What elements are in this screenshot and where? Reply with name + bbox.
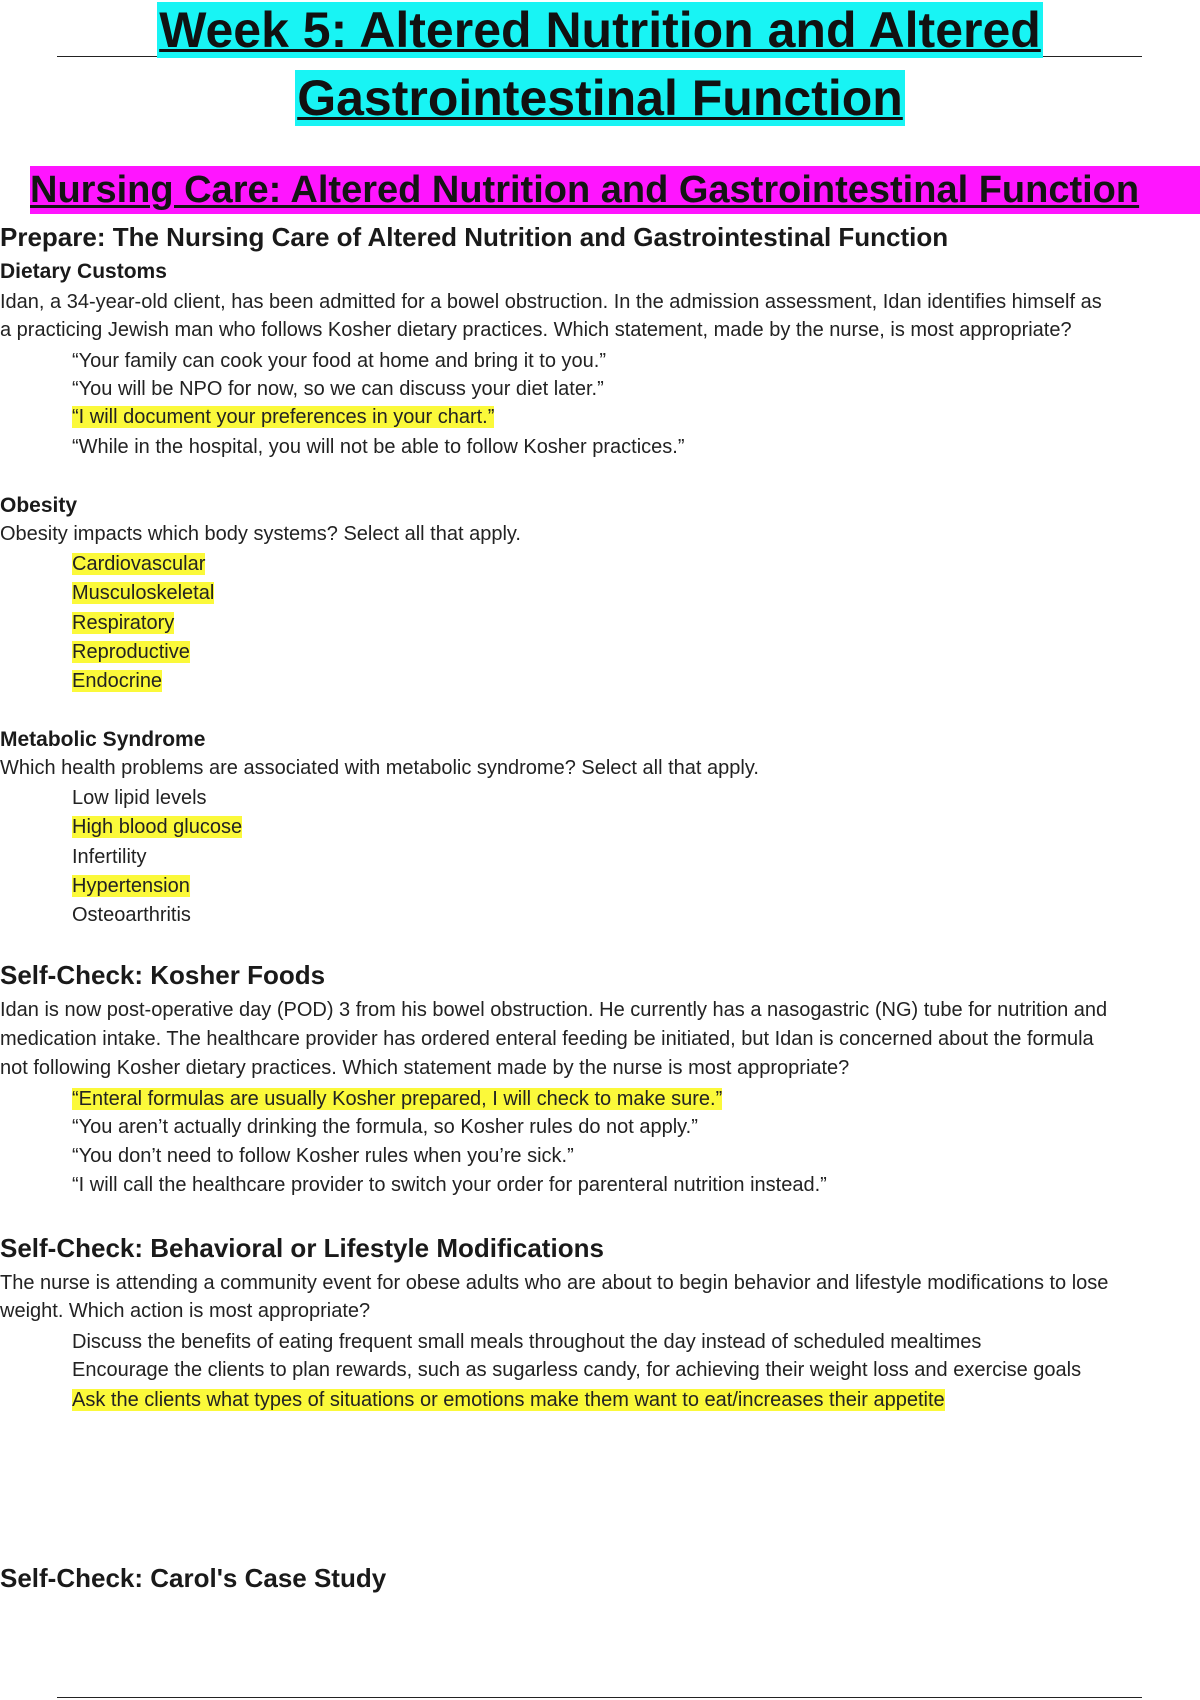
kosher-foods-question-2: medication intake. The healthcare provider has ordered enteral feeding be initiated, but Idan is concerned about the formula xyxy=(0,1028,1094,1050)
lifestyle-heading: Self-Check: Behavioral or Lifestyle Modifications xyxy=(0,1233,604,1263)
obesity-option-3-selected: Respiratory xyxy=(72,612,175,634)
kosher-option-3: “You don’t need to follow Kosher rules when you’re sick.” xyxy=(72,1145,574,1167)
dietary-option-2: “You will be NPO for now, so we can discuss your diet later.” xyxy=(72,378,604,400)
prepare-heading: Prepare: The Nursing Care of Altered Nutrition and Gastrointestinal Function xyxy=(0,222,949,252)
carol-case-study-heading: Self-Check: Carol's Case Study xyxy=(0,1563,387,1593)
title-line-2 xyxy=(0,70,1200,126)
lifestyle-option-3-selected: Ask the clients what types of situations or emotions make them want to eat/increases their appetite xyxy=(72,1389,945,1411)
obesity-option-5-selected: Endocrine xyxy=(72,670,163,692)
metabolic-option-2-selected: High blood glucose xyxy=(72,816,243,838)
kosher-foods-question-3: not following Kosher dietary practices. Which statement made by the nurse is most appropriate? xyxy=(0,1057,850,1079)
bottom-rule xyxy=(57,1697,1142,1698)
metabolic-option-5: Osteoarthritis xyxy=(72,904,191,926)
metabolic-heading: Metabolic Syndrome xyxy=(0,728,206,751)
obesity-option-2-selected: Musculoskeletal xyxy=(72,582,215,604)
dietary-option-1: “Your family can cook your food at home and bring it to you.” xyxy=(72,350,606,372)
kosher-foods-heading: Self-Check: Kosher Foods xyxy=(0,960,326,990)
dietary-customs-heading: Dietary Customs xyxy=(0,260,167,283)
obesity-option-4-selected: Reproductive xyxy=(72,641,190,663)
metabolic-option-3: Infertility xyxy=(72,846,147,868)
lifestyle-option-1: Discuss the benefits of eating frequent small meals throughout the day instead of scheduled mealtimes xyxy=(72,1331,982,1353)
dietary-customs-question-2: a practicing Jewish man who follows Kosher dietary practices. Which statement, made by the nurse, is most appropriate? xyxy=(0,319,1072,341)
kosher-option-4: “I will call the healthcare provider to switch your order for parenteral nutrition instead.” xyxy=(72,1174,827,1196)
metabolic-question: Which health problems are associated with metabolic syndrome? Select all that apply. xyxy=(0,757,759,779)
title-text-1: Week 5: Altered Nutrition and Altered xyxy=(159,2,1041,58)
obesity-heading: Obesity xyxy=(0,494,78,517)
section-banner xyxy=(30,166,1200,214)
kosher-option-1-selected: “Enteral formulas are usually Kosher prepared, I will check to make sure.” xyxy=(72,1088,723,1110)
dietary-option-4: “While in the hospital, you will not be able to follow Kosher practices.” xyxy=(72,436,685,458)
section-banner-text: Nursing Care: Altered Nutrition and Gastrointestinal Function xyxy=(30,169,1140,211)
obesity-option-1-selected: Cardiovascular xyxy=(72,553,206,575)
kosher-option-2: “You aren’t actually drinking the formula, so Kosher rules do not apply.” xyxy=(72,1116,698,1138)
title-line-1 xyxy=(0,2,1200,58)
metabolic-option-1: Low lipid levels xyxy=(72,787,207,809)
lifestyle-question-1: The nurse is attending a community event for obese adults who are about to begin behavior and lifestyle modifications to lose xyxy=(0,1272,1109,1294)
dietary-customs-question-1: Idan, a 34-year-old client, has been admitted for a bowel obstruction. In the admission assessment, Idan identifies himself as xyxy=(0,291,1102,313)
lifestyle-option-2: Encourage the clients to plan rewards, such as sugarless candy, for achieving their weight loss and exercise goals xyxy=(72,1359,1082,1381)
metabolic-option-4-selected: Hypertension xyxy=(72,875,190,897)
title-text-2: Gastrointestinal Function xyxy=(297,70,903,126)
dietary-option-3-selected: “I will document your preferences in your chart.” xyxy=(72,406,495,428)
obesity-question: Obesity impacts which body systems? Select all that apply. xyxy=(0,523,521,545)
kosher-foods-question-1: Idan is now post-operative day (POD) 3 from his bowel obstruction. He currently has a nasogastric (NG) tube for nutrition and xyxy=(0,999,1108,1021)
lifestyle-question-2: weight. Which action is most appropriate? xyxy=(0,1300,371,1322)
